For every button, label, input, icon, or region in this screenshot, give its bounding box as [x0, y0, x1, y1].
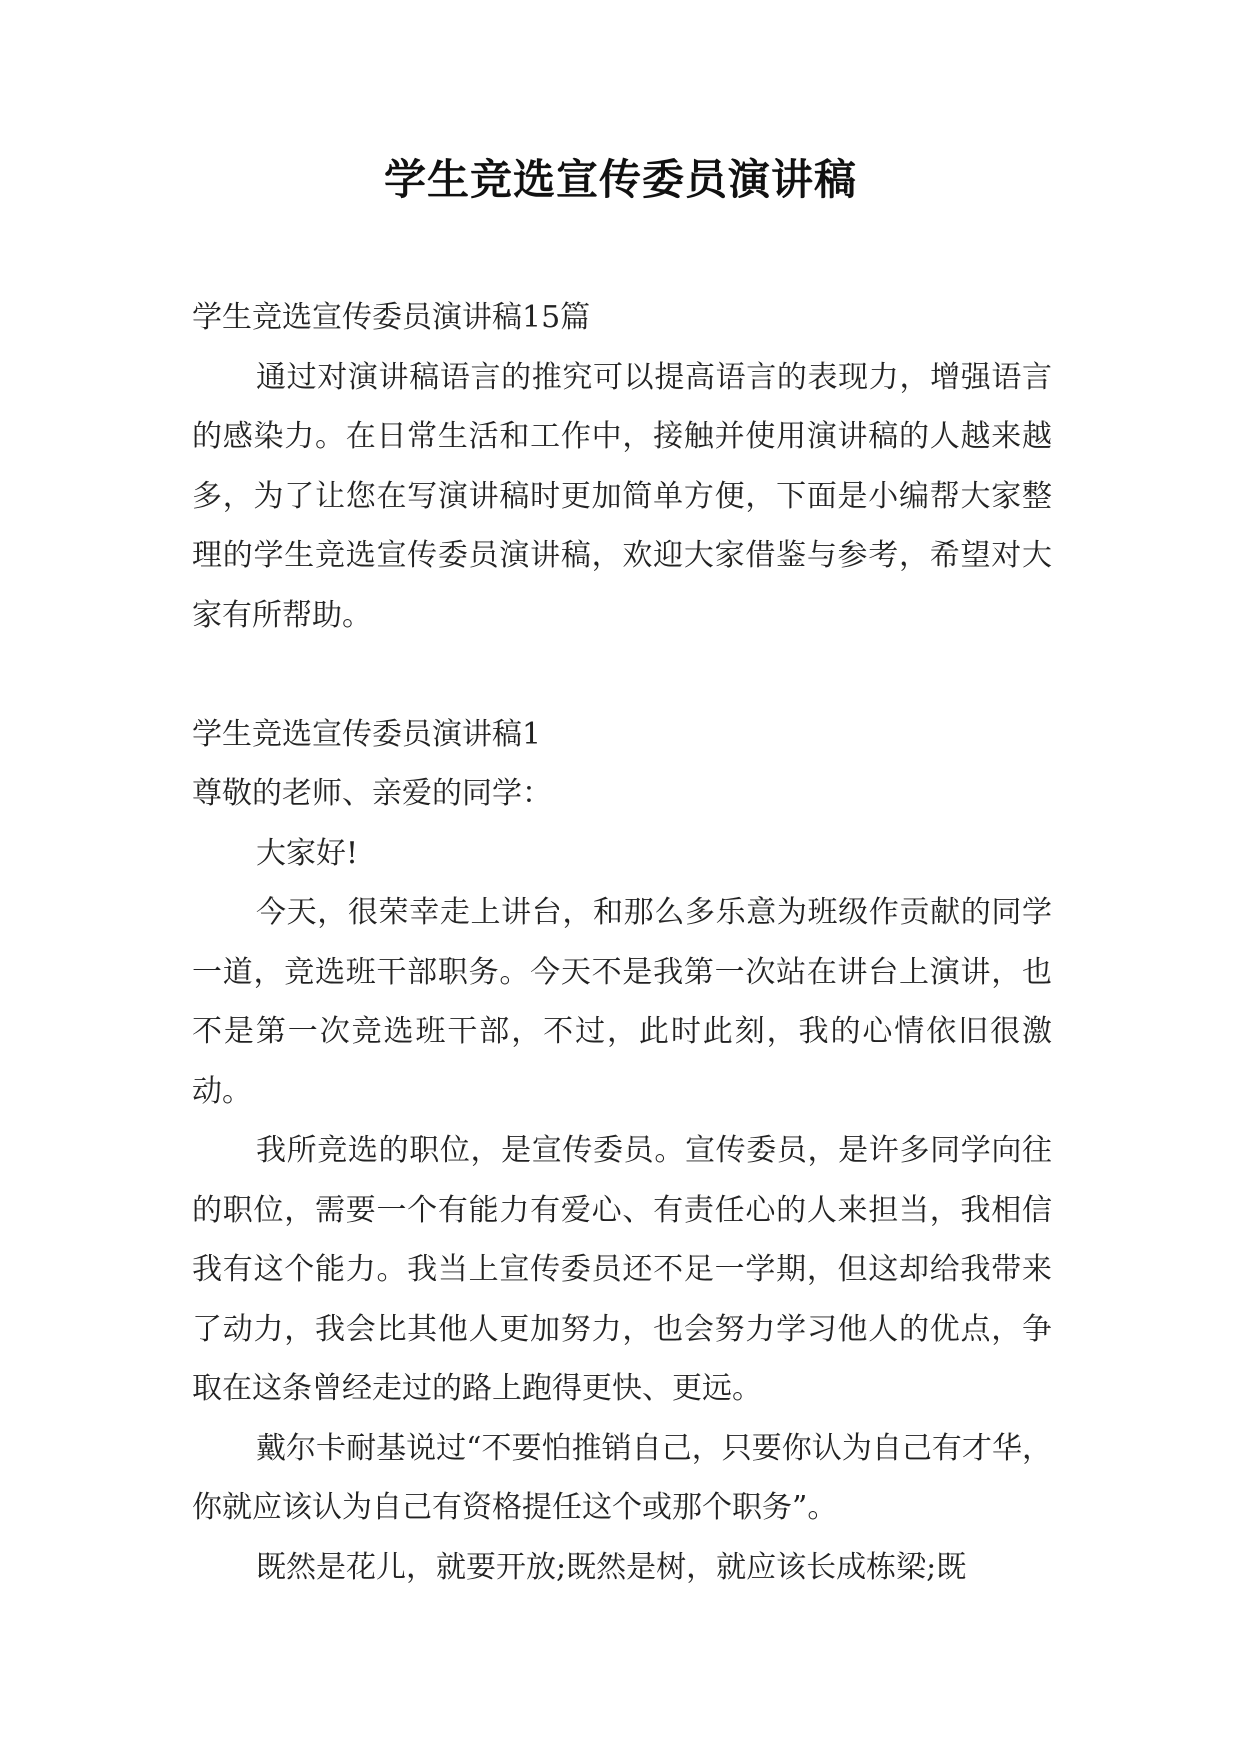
- speech-paragraph: 戴尔卡耐基说过“不要怕推销自己，只要你认为自己有才华，你就应该认为自己有资格提任这个或那个职务”。: [192, 1430, 1052, 1525]
- document-title: 学生竞选宣传委员演讲稿: [383, 155, 857, 204]
- speech-paragraph: 既然是花儿，就要开放;既然是树，就应该长成栋梁;既: [256, 1549, 967, 1585]
- section-heading: 学生竞选宣传委员演讲稿1: [192, 716, 542, 752]
- section-spacer: [192, 645, 1052, 705]
- speech-paragraph: 我所竞选的职位，是宣传委员。宣传委员，是许多同学向往的职位，需要一个有能力有爱心、有责任心的人来担当，我相信我有这个能力。我当上宣传委员还不足一学期，但这却给我带来了动力，我会比其他人更加努力，也会努力学习他人的优点，争取在这条曾经走过的路上跑得更快、更远。: [192, 1133, 1052, 1406]
- intro-paragraph: 通过对演讲稿语言的推究可以提高语言的表现力，增强语言的感染力。在日常生活和工作中，接触并使用演讲稿的人越来越多，为了让您在写演讲稿时更加简单方便，下面是小编帮大家整理的学生竞选宣传委员演讲稿，欢迎大家借鉴与参考，希望对大家有所帮助。: [192, 359, 1052, 633]
- collection-subtitle: 学生竞选宣传委员演讲稿15篇: [192, 300, 591, 335]
- speech-paragraph: 今天，很荣幸走上讲台，和那么多乐意为班级作贡献的同学一道，竞选班干部职务。今天不是我第一次站在讲台上演讲，也不是第一次竞选班干部，不过，此时此刻，我的心情依旧很激动。: [192, 895, 1052, 1109]
- greeting: 大家好!: [256, 835, 359, 871]
- document-body: [192, 288, 1052, 1597]
- salutation: 尊敬的老师、亲爱的同学：: [192, 776, 552, 811]
